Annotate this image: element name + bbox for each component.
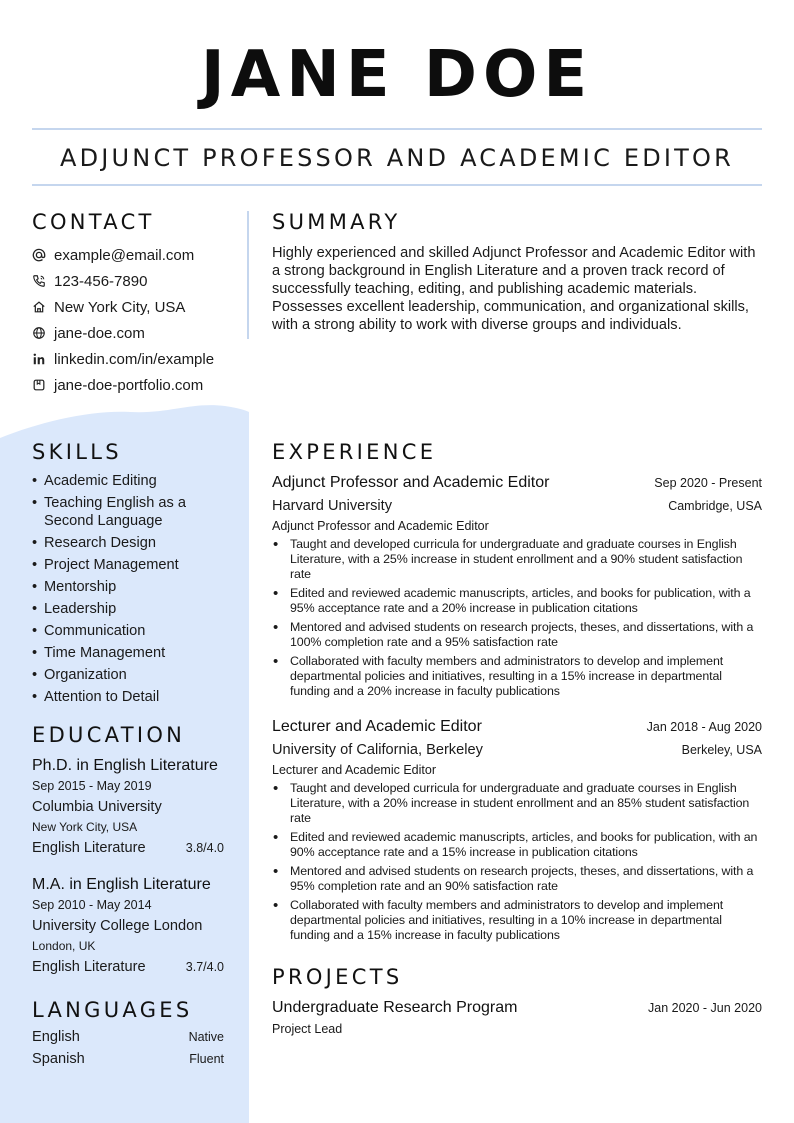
skill-item: • Attention to Detail xyxy=(32,688,237,706)
job-bullet: • Taught and developed curricula for undergraduate and graduate courses in English Literature, with a 25% increase in student enrollment and a 90% student satisfaction rate xyxy=(272,537,762,582)
skill-item: • Time Management xyxy=(32,644,237,662)
job-bullet: • Edited and reviewed academic manuscripts, articles, and books for publication, with an 90% acceptance rate and a 15% increase in publication citations xyxy=(272,830,762,860)
project-title: Undergraduate Research Program xyxy=(272,999,518,1016)
project-entry xyxy=(272,996,762,1040)
languages-heading: LANGUAGES xyxy=(32,998,193,1022)
education-entry xyxy=(32,756,224,859)
job-title: Lecturer and Academic Editor xyxy=(272,718,482,735)
contact-website[interactable] xyxy=(32,320,242,346)
job-bullet: • Mentored and advised students on research projects, theses, and dissertations, with a 100% completion rate and a 95% satisfaction rate xyxy=(272,620,762,650)
candidate-role: ADJUNCT PROFESSOR AND ACADEMIC EDITOR xyxy=(59,144,735,172)
job-bullet: • Edited and reviewed academic manuscripts, articles, and books for publication, with a 95% acceptance rate and a 20% increase in publication citations xyxy=(272,586,762,616)
contact-location xyxy=(32,294,242,320)
job-dates: Jan 2018 - Aug 2020 xyxy=(646,720,762,734)
portfolio-icon xyxy=(32,378,46,392)
skill-item: • Mentorship xyxy=(32,578,237,596)
home-icon xyxy=(32,300,46,314)
job-bullet: • Taught and developed curricula for undergraduate and graduate courses in English Literature, with a 20% increase in student enrollment and an 85% student satisfaction rate xyxy=(272,781,762,826)
education-location: London, UK xyxy=(32,939,96,953)
skill-item: • Leadership xyxy=(32,600,237,618)
contact-phone-text: 123-456-7890 xyxy=(54,272,148,290)
experience-heading: EXPERIENCE xyxy=(272,440,437,464)
header-rule-top xyxy=(32,128,762,130)
job-bullets xyxy=(272,781,762,943)
job-bullet: • Collaborated with faculty members and administrators to develop and implement departmental policies and initiatives, resulting in a 10% increase in departmental funding and a 15% increase in faculty publications xyxy=(272,898,762,943)
contact-heading: CONTACT xyxy=(32,210,155,234)
education-location: New York City, USA xyxy=(32,820,138,834)
contact-website-text: jane-doe.com xyxy=(54,324,145,342)
project-role: Project Lead xyxy=(272,1022,343,1036)
job-organization: University of California, Berkeley xyxy=(272,742,483,758)
contact-portfolio[interactable] xyxy=(32,372,242,398)
skill-item: • Academic Editing xyxy=(32,472,237,490)
language-level: Fluent xyxy=(189,1052,224,1066)
education-field-row xyxy=(32,956,224,978)
job-subtitle: Adjunct Professor and Academic Editor xyxy=(272,519,489,533)
education-gpa: 3.7/4.0 xyxy=(185,960,224,974)
globe-icon xyxy=(32,326,46,340)
education-degree: M.A. in English Literature xyxy=(32,876,211,893)
linkedin-icon xyxy=(32,352,46,366)
experience-entry xyxy=(272,471,762,703)
language-row xyxy=(32,1051,224,1073)
contact-email[interactable] xyxy=(32,242,242,268)
job-subtitle: Lecturer and Academic Editor xyxy=(272,763,436,777)
contact-phone[interactable] xyxy=(32,268,242,294)
job-dates: Sep 2020 - Present xyxy=(654,476,762,490)
education-degree: Ph.D. in English Literature xyxy=(32,757,218,774)
job-location: Berkeley, USA xyxy=(681,743,762,757)
contact-linkedin[interactable] xyxy=(32,346,242,372)
header-rule-bottom xyxy=(32,184,762,186)
education-entry xyxy=(32,875,224,978)
skill-item: • Organization xyxy=(32,666,237,684)
education-school: Columbia University xyxy=(32,799,162,815)
language-row xyxy=(32,1029,224,1051)
job-organization: Harvard University xyxy=(272,498,393,514)
summary-text: Highly experienced and skilled Adjunct Professor and Academic Editor with a strong background in English Literature and a proven track record of successfully teaching, editing, and publishing academic materials. Possesses excellent leadership, communication, and organizational skills, with a strong ability to work with diverse groups and individuals. xyxy=(272,245,756,333)
project-dates: Jan 2020 - Jun 2020 xyxy=(648,1001,762,1015)
experience-entry xyxy=(272,715,762,947)
job-title: Adjunct Professor and Academic Editor xyxy=(272,474,550,491)
contact-portfolio-text: jane-doe-portfolio.com xyxy=(54,376,204,394)
languages-list xyxy=(32,1029,224,1073)
skill-item: • Project Management xyxy=(32,556,237,574)
projects-heading: PROJECTS xyxy=(272,965,403,989)
job-bullets xyxy=(272,537,762,699)
skills-list xyxy=(32,472,237,710)
skill-item: • Research Design xyxy=(32,534,237,552)
language-name: English xyxy=(32,1029,80,1045)
education-heading: EDUCATION xyxy=(32,723,186,747)
skills-heading: SKILLS xyxy=(32,440,122,464)
job-bullet: • Collaborated with faculty members and administrators to develop and implement departmental policies and initiatives, resulting in a 15% increase in departmental funding and a 20% increase in faculty publications xyxy=(272,654,762,699)
education-gpa: 3.8/4.0 xyxy=(185,841,224,855)
job-location: Cambridge, USA xyxy=(668,499,762,513)
contact-linkedin-text: linkedin.com/in/example xyxy=(54,350,215,368)
phone-icon xyxy=(32,274,46,288)
education-dates: Sep 2010 - May 2014 xyxy=(32,898,152,912)
skill-item: • Teaching English as a Second Language xyxy=(32,494,237,530)
education-field: English Literature xyxy=(32,840,146,856)
language-level: Native xyxy=(188,1030,224,1044)
education-school: University College London xyxy=(32,918,203,934)
skill-item: • Communication xyxy=(32,622,237,640)
contact-email-text: example@email.com xyxy=(54,246,195,264)
candidate-name: JANE DOE xyxy=(200,38,594,112)
education-field-row xyxy=(32,837,224,859)
education-field: English Literature xyxy=(32,959,146,975)
summary-heading: SUMMARY xyxy=(272,210,401,234)
education-dates: Sep 2015 - May 2019 xyxy=(32,779,152,793)
at-icon xyxy=(32,248,46,262)
job-bullet: • Mentored and advised students on research projects, theses, and dissertations, with a 95% completion rate and an 90% satisfaction rate xyxy=(272,864,762,894)
language-name: Spanish xyxy=(32,1051,85,1067)
column-divider xyxy=(247,211,249,339)
contact-list xyxy=(32,242,242,398)
contact-location-text: New York City, USA xyxy=(54,298,186,316)
